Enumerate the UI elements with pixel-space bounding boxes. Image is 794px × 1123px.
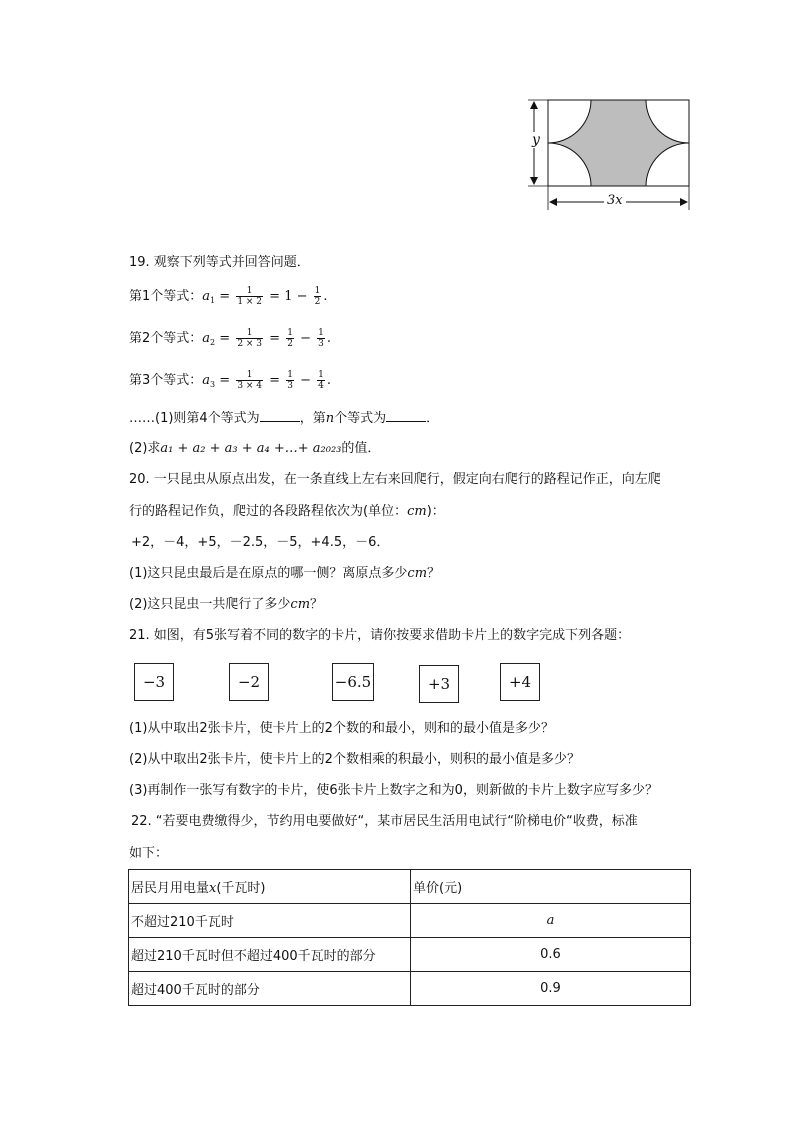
- q20-values: +2，－4，+5，－2.5，－5，+4.5，－6．: [131, 535, 390, 550]
- q19-title: 19. 观察下列等式并回答问题．: [129, 255, 310, 270]
- q19-part-1: ……(1)则第4个等式为 ，第n个等式为 ．: [129, 411, 440, 426]
- shaded-region: [548, 100, 689, 186]
- q22-line-1: 22. “若要电费缴得少，节约用电要做好“，某市居民生活用电试行“阶梯电价“收费，标准: [131, 814, 638, 829]
- table-header-row: [129, 870, 691, 904]
- answer-blank-2[interactable]: [386, 409, 426, 422]
- q20-line-2: 行的路程记作负，爬过的各段路程依次为(单位：cm)：: [129, 504, 445, 519]
- number-card: +4: [500, 663, 540, 701]
- q19-part-2: (2)求a₁ + a₂ + a₃ + a₄ +…+ a₂₀₂₃的值．: [129, 441, 381, 456]
- q20-question-1: (1)这只昆虫最后是在原点的哪一侧？离原点多少cm？: [129, 566, 441, 581]
- table-row: [129, 938, 691, 972]
- table-row: [129, 904, 691, 938]
- q21-question-1: (1)从中取出2张卡片，使卡片上的2个数的和最小，则和的最小值是多少？: [129, 721, 554, 736]
- q20-question-2: (2)这只昆虫一共爬行了多少cm？: [129, 597, 324, 612]
- figure-y-label: y: [532, 132, 540, 148]
- q21-question-3: (3)再制作一张写有数字的卡片，使6张卡片上数字之和为0，则新做的卡片上数字应写多少？: [129, 783, 658, 798]
- q21-question-2: (2)从中取出2张卡片，使卡片上的2个数相乘的积最小，则积的最小值是多少？: [129, 752, 580, 767]
- number-card: −2: [229, 663, 269, 701]
- usage-range: 不超过210千瓦时: [129, 904, 411, 938]
- header-usage: 居民月用电量x(千瓦时): [129, 870, 411, 904]
- q19-equation-2: 第2个等式：$a_2$ = $\frac{1}{2 \times 3}$ = $\frac{1}{2}$ − $\frac{1}{3}$ .: [129, 328, 331, 349]
- number-card: −6.5: [332, 663, 374, 701]
- number-card: −3: [134, 663, 174, 701]
- q22-line-2: 如下：: [129, 846, 169, 861]
- q20-line-1: 20. 一只昆虫从原点出发，在一条直线上左右来回爬行，假定向右爬行的路程记作正，向左爬: [129, 472, 661, 487]
- header-price: 单价(元): [411, 870, 691, 904]
- unit-price: 0.6: [411, 938, 691, 972]
- usage-range: 超过400千瓦时的部分: [129, 972, 411, 1006]
- table-row: [129, 972, 691, 1006]
- answer-blank-1[interactable]: [260, 409, 300, 422]
- figure-x-label: 3x: [604, 193, 626, 208]
- electricity-price-table: [128, 869, 691, 1006]
- usage-range: 超过210千瓦时但不超过400千瓦时的部分: [129, 938, 411, 972]
- unit-price: a: [411, 904, 691, 938]
- q21-title: 21. 如图，有5张写着不同的数字的卡片，请你按要求借助卡片上的数字完成下列各题：: [129, 628, 631, 643]
- q19-equation-1: 第1个等式：$a_1$ = $\frac{1}{1 \times 2}$ = 1 − $\frac{1}{2}$ .: [129, 286, 328, 307]
- unit-price: 0.9: [411, 972, 691, 1006]
- q19-equation-3: 第3个等式：$a_3$ = $\frac{1}{3 \times 4}$ = $\frac{1}{3}$ − $\frac{1}{4}$ .: [129, 370, 331, 391]
- number-card: +3: [419, 665, 459, 703]
